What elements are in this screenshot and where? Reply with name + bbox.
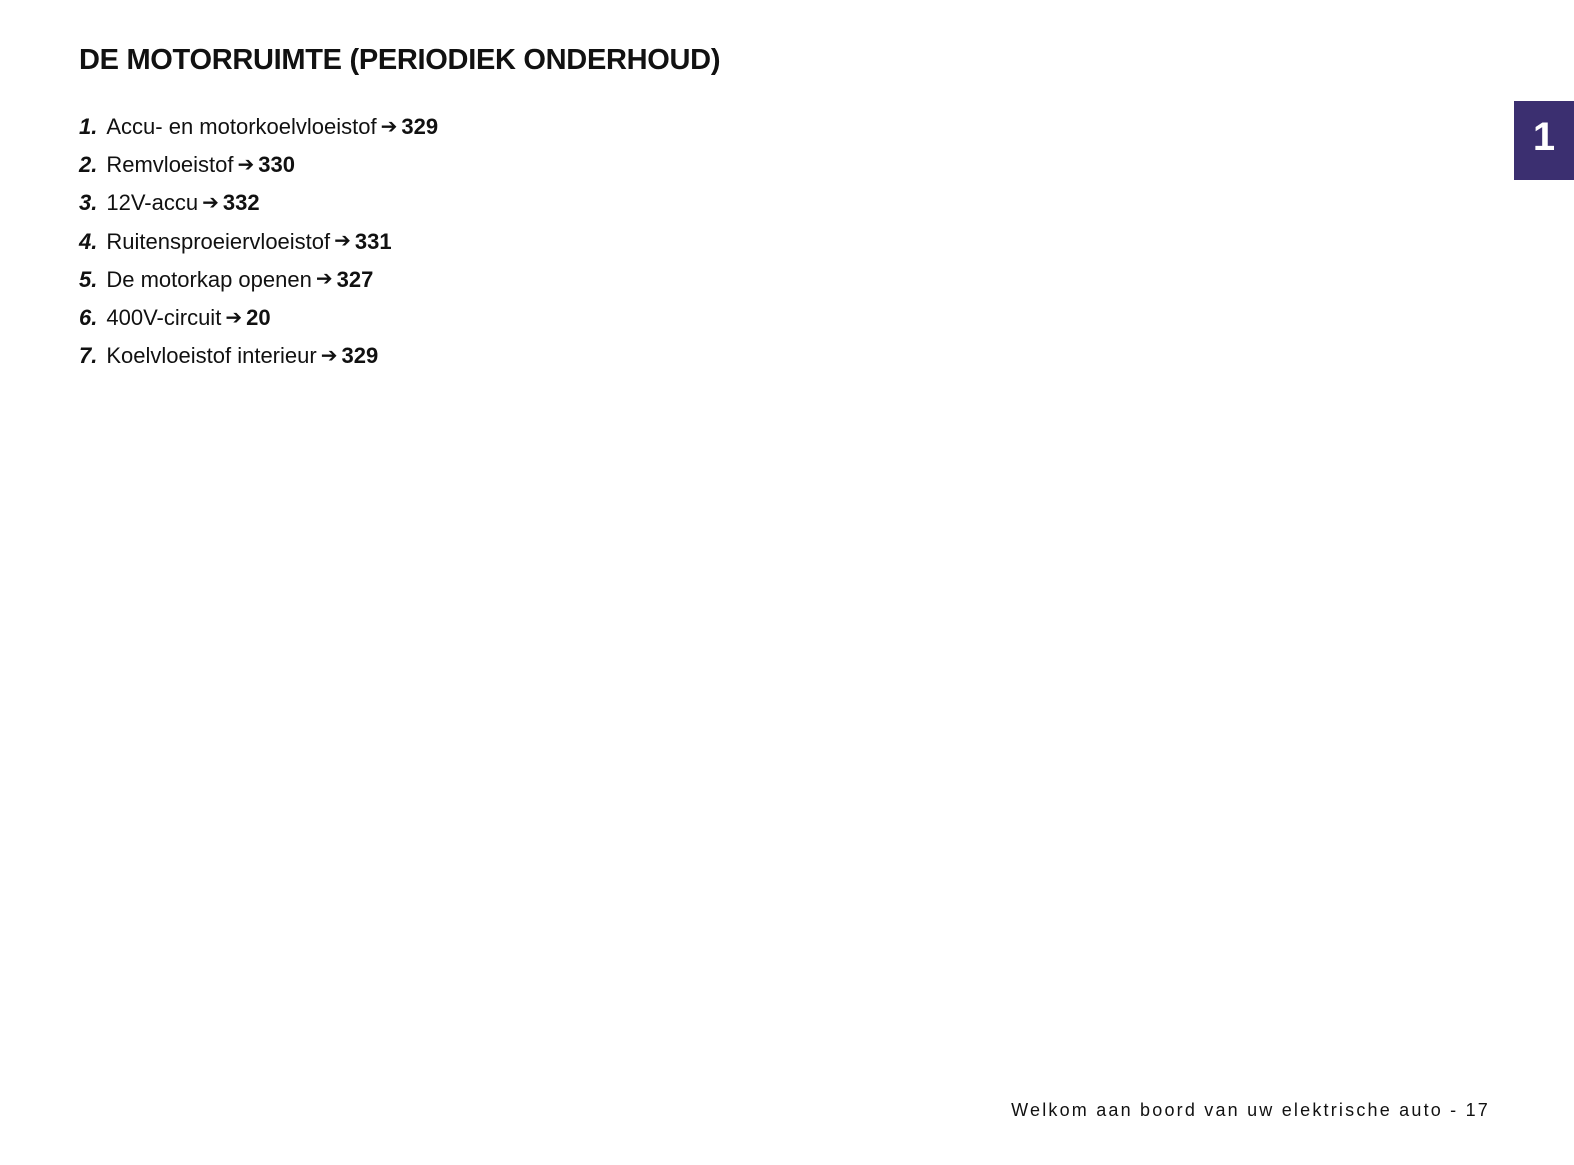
- item-label: Remvloeistof: [106, 152, 234, 178]
- item-number: 4.: [79, 228, 98, 254]
- item-number: 3.: [79, 190, 98, 216]
- page-footer: Welkom aan boord van uw elektrische auto - 17: [1011, 1100, 1490, 1120]
- arrow-right-icon: ➔: [225, 306, 243, 329]
- list-item: [79, 184, 438, 222]
- arrow-right-icon: ➔: [237, 153, 255, 176]
- arrow-right-icon: ➔: [334, 230, 351, 253]
- item-label: Ruitensproeiervloeistof: [106, 228, 331, 254]
- item-number: 1.: [79, 114, 98, 140]
- page-reference-link[interactable]: 329: [341, 343, 379, 369]
- item-label: 12V-accu: [106, 190, 199, 216]
- list-item: [79, 108, 438, 146]
- item-label: De motorkap openen: [106, 266, 312, 292]
- list-item: [79, 261, 438, 299]
- page-reference-link[interactable]: 329: [401, 114, 439, 140]
- arrow-right-icon: ➔: [202, 191, 219, 214]
- list-item: [79, 146, 438, 184]
- item-label: Koelvloeistof interieur: [106, 343, 317, 369]
- list-item: [79, 223, 438, 261]
- page-reference-link[interactable]: 20: [246, 305, 271, 331]
- item-label: Accu- en motorkoelvloeistof: [106, 114, 377, 140]
- item-number: 6.: [79, 305, 98, 331]
- list-item: [79, 337, 438, 375]
- item-number: 5.: [79, 266, 98, 292]
- list-item: [79, 299, 438, 337]
- page-reference-link[interactable]: 327: [336, 266, 374, 292]
- arrow-right-icon: ➔: [380, 115, 398, 138]
- item-number: 7.: [79, 343, 98, 369]
- page-reference-link[interactable]: 332: [222, 190, 260, 216]
- page-reference-link[interactable]: 330: [258, 152, 295, 178]
- arrow-right-icon: ➔: [320, 344, 338, 367]
- page-reference-link[interactable]: 331: [354, 228, 392, 254]
- maintenance-list: [79, 108, 438, 375]
- page-title: DE MOTORRUIMTE (PERIODIEK ONDERHOUD): [79, 44, 721, 76]
- item-label: 400V-circuit: [106, 305, 222, 331]
- chapter-tab: 1: [1514, 101, 1574, 180]
- arrow-right-icon: ➔: [315, 268, 333, 291]
- item-number: 2.: [79, 152, 98, 178]
